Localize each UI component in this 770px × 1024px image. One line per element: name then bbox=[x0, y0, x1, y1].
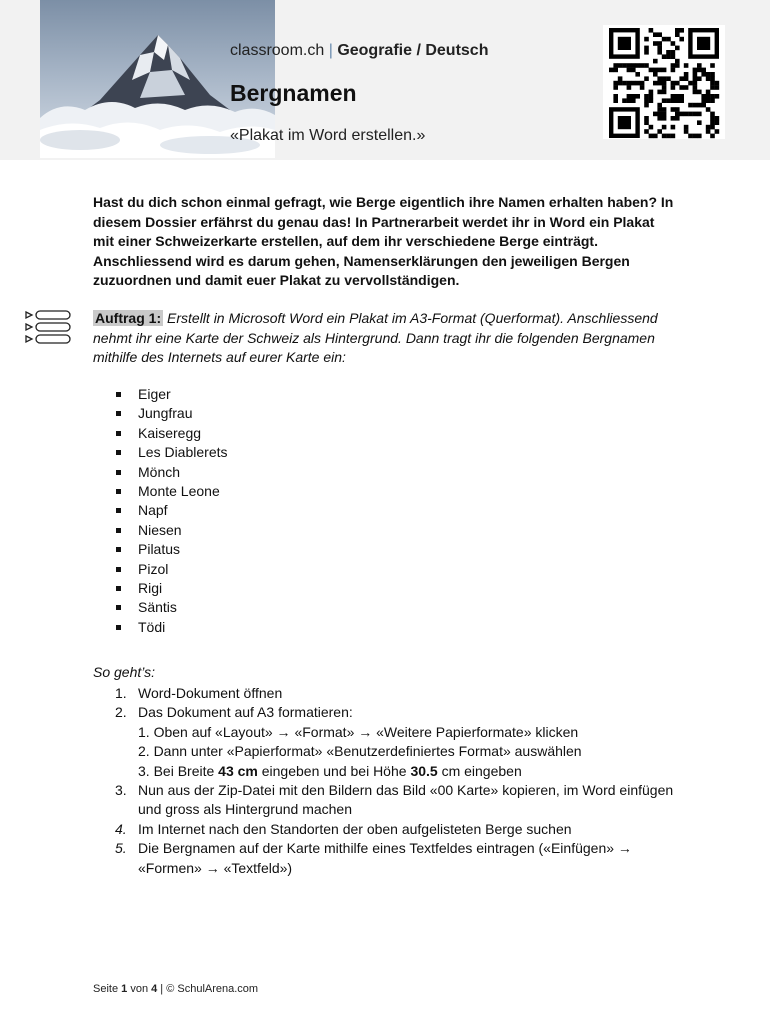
footer bbox=[93, 983, 258, 995]
step-number: 3. bbox=[115, 782, 127, 799]
step-text: Im Internet nach den Standorten der oben aufgelisteten Berge suchen bbox=[138, 820, 572, 837]
page-title: Bergnamen bbox=[230, 80, 357, 106]
bullet-icon bbox=[116, 489, 121, 494]
mountain-name: Niesen bbox=[138, 521, 182, 538]
bullet-icon bbox=[116, 586, 121, 591]
page-total: 4 bbox=[151, 983, 158, 995]
substep-part: cm eingeben bbox=[437, 762, 522, 779]
bullet-icon bbox=[116, 431, 121, 436]
bullet-icon bbox=[116, 567, 121, 572]
subject: Geografie / Deutsch bbox=[337, 42, 489, 59]
site-name: classroom.ch bbox=[230, 42, 325, 59]
step-item bbox=[93, 820, 693, 839]
task-text: Erstellt in Microsoft Word ein Plakat im A3-Format (Querformat). Anschliessend nehmt ihr eine Karte der Schweiz als Hintergrund. Dann tragt ihr die folgenden Bergnamen mithilfe des Internets auf eurer Karte ein: bbox=[93, 310, 658, 365]
bullet-icon bbox=[116, 547, 121, 552]
step-text: Word-Dokument öffnen bbox=[138, 685, 283, 701]
page-subtitle: «Plakat im Word erstellen.» bbox=[230, 127, 426, 144]
mountain-item bbox=[116, 501, 228, 520]
step-number: 1. bbox=[115, 685, 127, 701]
step-item bbox=[93, 839, 693, 878]
mountain-item bbox=[116, 424, 228, 443]
mountain-item bbox=[116, 598, 228, 617]
mountain-item bbox=[116, 443, 228, 462]
step-text: Das Dokument auf A3 formatieren: bbox=[138, 704, 353, 721]
mountain-name: Mönch bbox=[138, 463, 181, 480]
intro-paragraph: Hast du dich schon einmal gefragt, wie Berge eigentlich ihre Namen erhalten haben? In diesem Dossier erfährst du genau das! In Partnerarbeit werdet ihr in Word ein Plakat mit einer Schweizerkarte erstellen, auf dem ihr verschiedene Berge einträgt. Anschliessend wird es darum gehen, Namenserklärungen den jeweiligen Bergen zuzuordnen und damit euer Plakat zu vervollständigen. bbox=[93, 194, 674, 288]
task-label: Auftrag 1: bbox=[95, 310, 162, 326]
substep-part: 3. Bei Breite bbox=[138, 762, 219, 779]
bullet-icon bbox=[116, 470, 121, 475]
step-text: Die Bergnamen auf der Karte mithilfe eines Textfeldes eintragen («Einfügen» → «Formen» → «Textfeld») bbox=[138, 840, 632, 876]
step-number: 4. bbox=[115, 820, 127, 837]
bullet-icon bbox=[116, 392, 121, 397]
step-number: 2. bbox=[115, 704, 127, 721]
footer-prefix: Seite bbox=[93, 983, 122, 995]
step-text: Nun aus der Zip-Datei mit den Bildern das Bild «00 Karte» kopieren, im Word einfügen und gross als Hintergrund machen bbox=[138, 782, 674, 818]
substep bbox=[138, 762, 693, 781]
mountain-item bbox=[116, 560, 228, 579]
bullet-icon bbox=[116, 450, 121, 455]
mountain-name: Pilatus bbox=[138, 541, 181, 558]
mountain-item bbox=[116, 385, 228, 404]
step-number: 5. bbox=[115, 840, 127, 857]
footer-of: von bbox=[127, 983, 152, 995]
mountain-name: Säntis bbox=[138, 599, 177, 616]
step-item bbox=[93, 684, 693, 703]
separator: | bbox=[328, 42, 333, 59]
mountain-name: Kaiseregg bbox=[138, 424, 202, 441]
mountain-list bbox=[116, 385, 228, 637]
bullet-icon bbox=[116, 508, 121, 513]
mountain-item bbox=[116, 540, 228, 559]
mountain-item bbox=[116, 618, 228, 637]
bullet-icon bbox=[116, 528, 121, 533]
mountain-item bbox=[116, 482, 228, 501]
mountain-name: Rigi bbox=[138, 580, 163, 597]
bullet-icon bbox=[116, 605, 121, 610]
qr-code bbox=[603, 25, 725, 139]
mountain-item bbox=[116, 521, 228, 540]
mountain-name: Eiger bbox=[138, 386, 171, 402]
mountain-item bbox=[116, 404, 228, 423]
bullet-icon bbox=[116, 625, 121, 630]
mountain-name: Napf bbox=[138, 502, 168, 519]
task-instruction bbox=[93, 309, 683, 368]
substep: 2. Dann unter «Papierformat» «Benutzerdefiniertes Format» auswählen bbox=[138, 743, 582, 760]
task-list-icon bbox=[24, 310, 72, 351]
substep: 1. Oben auf «Layout» → «Format» → «Weitere Papierformate» klicken bbox=[138, 723, 579, 740]
substep-part: eingeben und bei Höhe bbox=[257, 762, 411, 779]
mountain-item bbox=[116, 579, 228, 598]
mountain-name: Jungfrau bbox=[138, 405, 193, 422]
mountain-name: Pizol bbox=[138, 560, 169, 577]
bullet-icon bbox=[116, 411, 121, 416]
site-line bbox=[230, 42, 488, 60]
footer-copyright: | © SchulArena.com bbox=[157, 983, 259, 995]
howto-heading: So geht’s: bbox=[93, 664, 156, 680]
mountain-name: Monte Leone bbox=[138, 483, 220, 500]
mountain-name: Les Diablerets bbox=[138, 444, 228, 461]
width-value: 43 cm bbox=[218, 762, 258, 779]
page-number: 1 bbox=[121, 983, 128, 995]
steps-list bbox=[93, 684, 693, 878]
step-item bbox=[93, 703, 693, 781]
mountain-item bbox=[116, 463, 228, 482]
mountain-name: Tödi bbox=[138, 618, 166, 635]
height-value: 30.5 bbox=[410, 762, 438, 779]
step-item bbox=[93, 781, 693, 820]
